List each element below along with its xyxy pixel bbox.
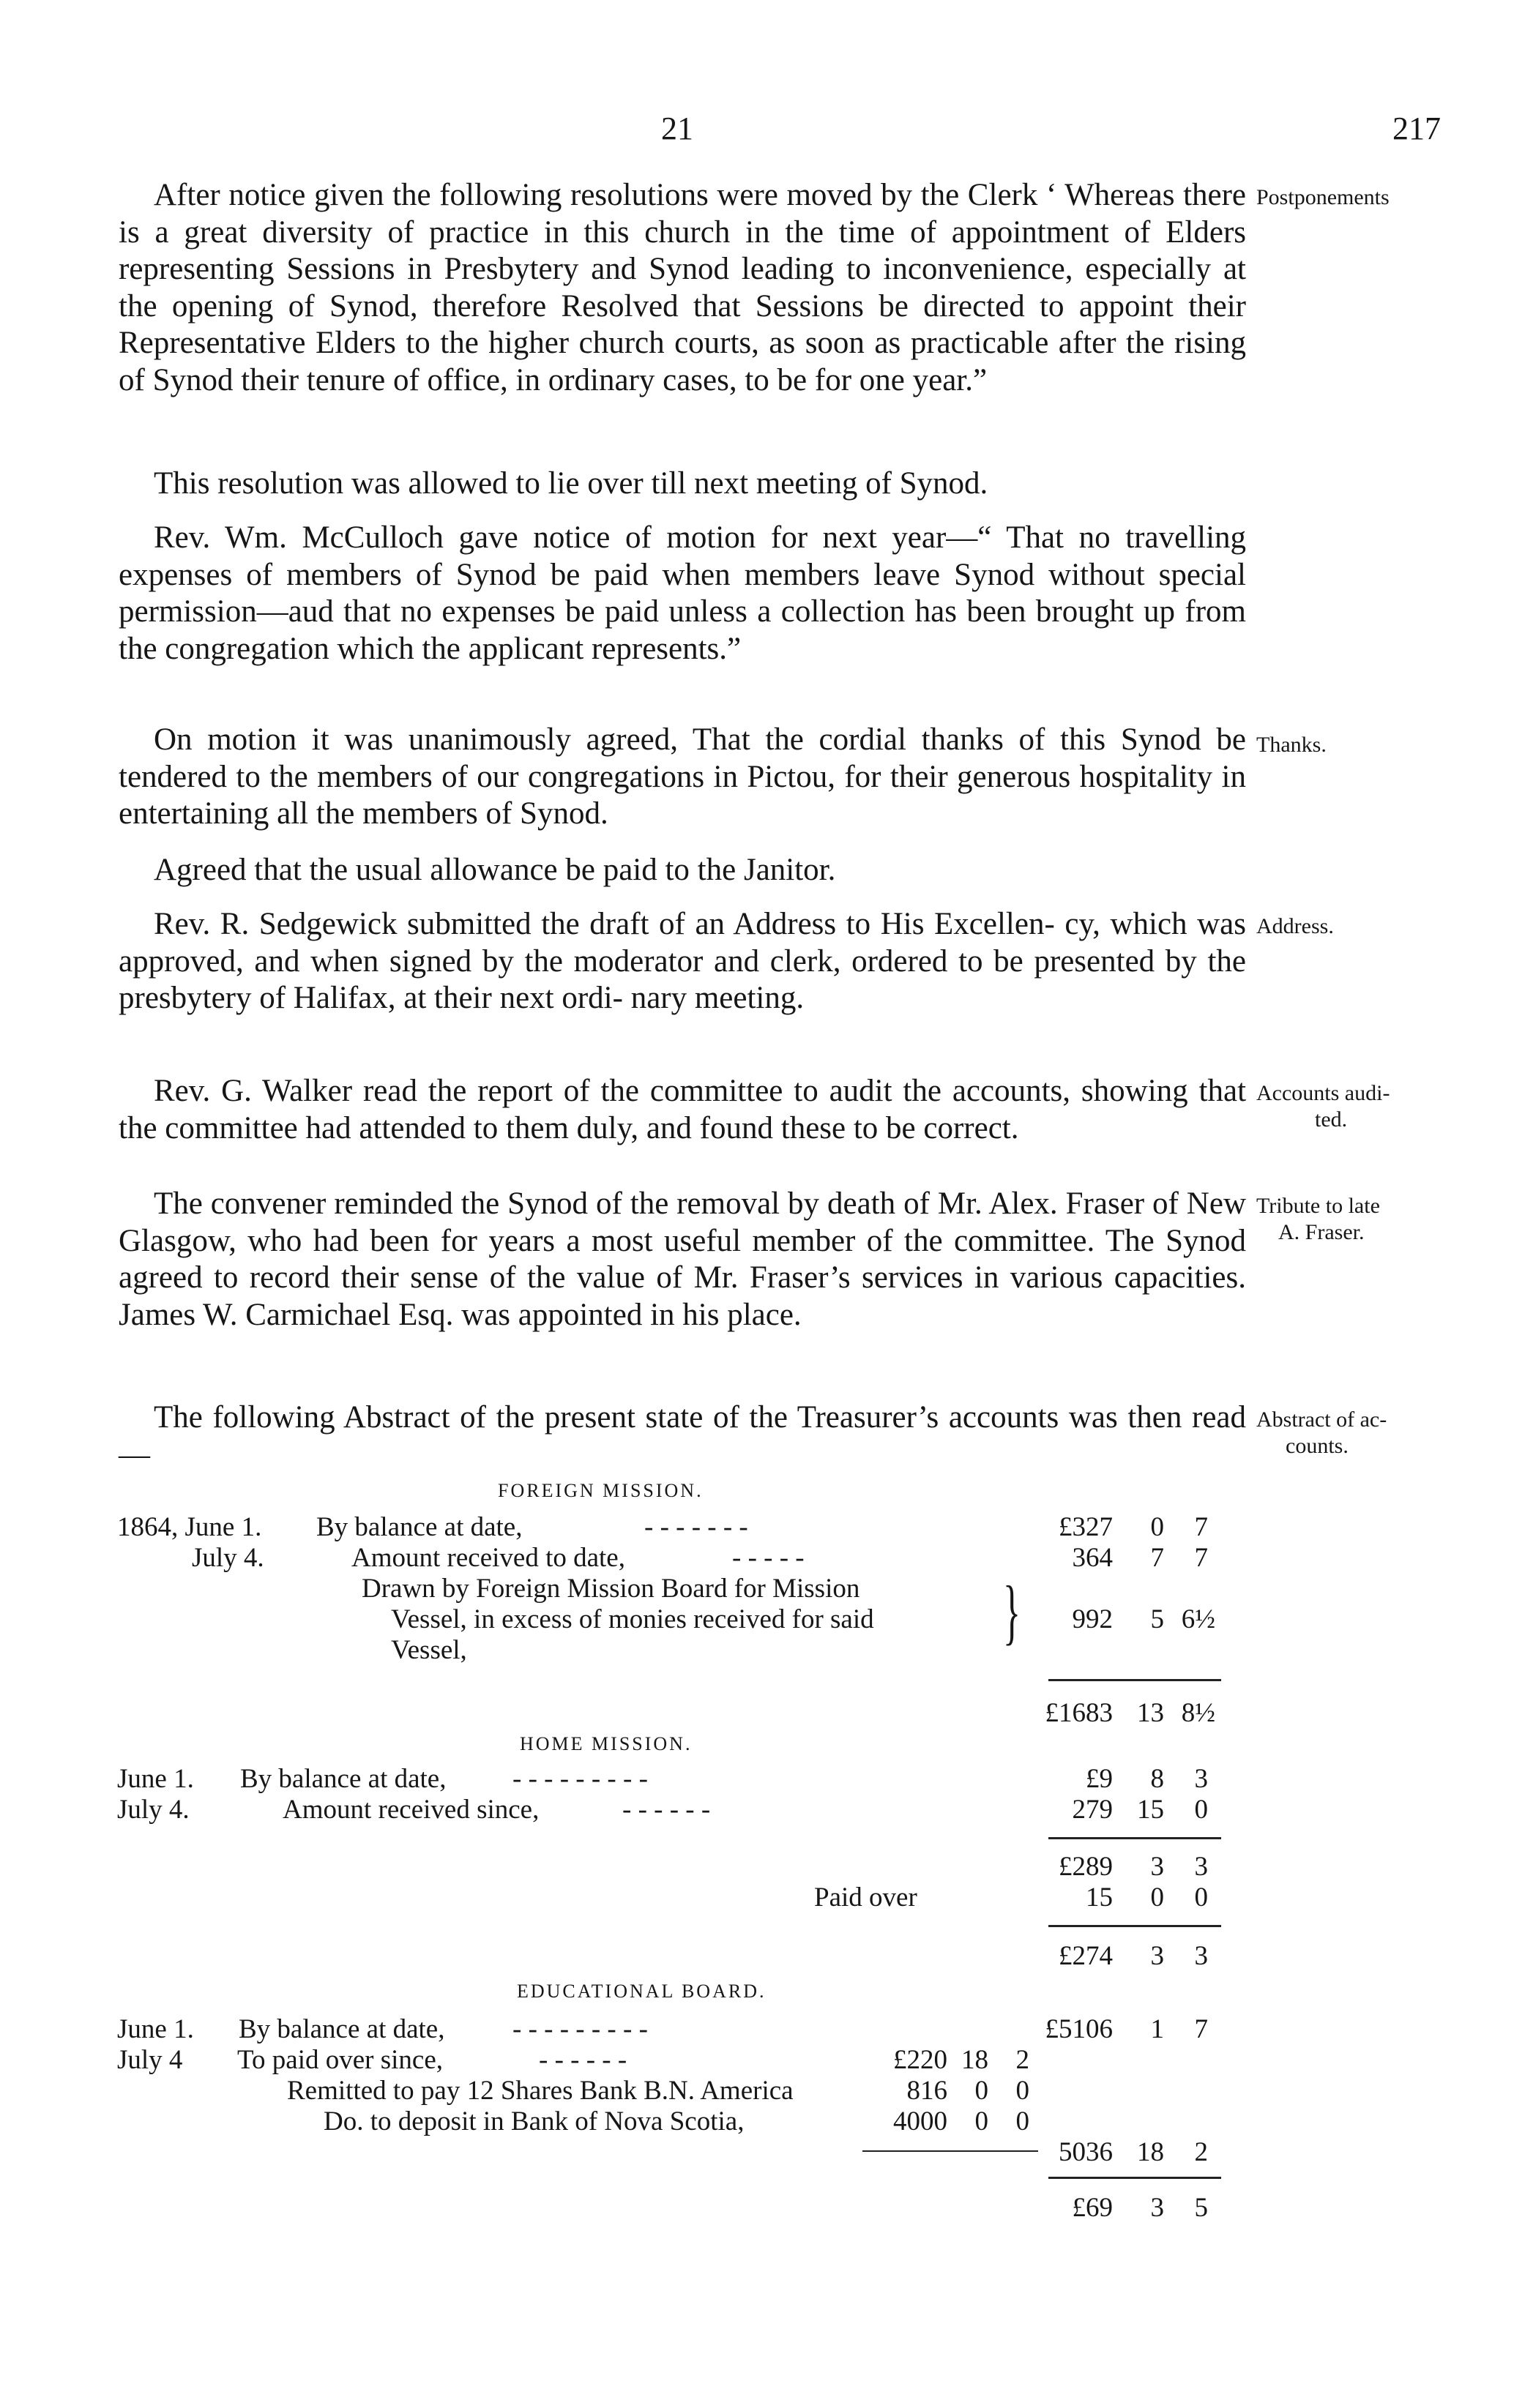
total-pence: 8½ (1181, 1698, 1215, 1728)
text-line: The convener reminded the Synod of the removal by death of Mr. Alex. (154, 1186, 1058, 1221)
text-line: Fraser of New Glasgow, who had been for years a most useful member (119, 1186, 1247, 1258)
amount-shillings: 7 (1150, 1543, 1164, 1573)
amount-pence: 7 (1194, 1543, 1208, 1573)
total-pence: 3 (1194, 1941, 1208, 1971)
paragraph-lie-over (119, 465, 1246, 503)
subtotal-pence: 3 (1194, 1852, 1208, 1882)
text-line: to the higher church courts, as soon as practicable after the rising of Synod (119, 326, 1246, 397)
text-line: ‘ Whereas there is a great diversity of practice in this church in the time (119, 178, 1247, 250)
leader-dashes: - - - - - (732, 1543, 805, 1573)
text-line: Agreed that the usual allowance be paid to the Janitor. (154, 853, 836, 887)
paragraph-address (119, 906, 1246, 1017)
education-row-date: July 4 (117, 2045, 183, 2075)
text-line: On motion it was unanimously agreed, That the cordial thanks of this (154, 722, 1106, 757)
text-line: travelling expenses of members of Synod be paid when members leave (119, 520, 1247, 592)
amount-pence: 0 (1194, 1882, 1208, 1912)
text-line: ordered to be presented by the presbytery of Halifax, at their next ordi- (119, 943, 1246, 1015)
total-shillings: 3 (1150, 1941, 1164, 1971)
amount-pounds: 364 (1072, 1543, 1113, 1573)
text-line: Rev. Wm. McCulloch gave notice of motion for next year—“ That no (154, 520, 1111, 555)
amount-pence: 0 (1194, 1795, 1208, 1825)
amount-shillings: 18 (961, 2045, 988, 2075)
total-pence: 5 (1194, 2193, 1208, 2223)
amount-pounds: £9 (1086, 1764, 1113, 1794)
educational-board-heading: EDUCATIONAL BOARD. (517, 1981, 767, 2002)
amount-pence: 6½ (1181, 1604, 1215, 1634)
paragraph-mcculloch (119, 520, 1246, 668)
leader-dashes: - - - - - - - (644, 1512, 748, 1542)
amount-pounds: 816 (906, 2076, 947, 2106)
text-line: of the committee. The Synod agreed to record their sense of the value (119, 1223, 1247, 1295)
amount-shillings: 5 (1150, 1604, 1164, 1634)
home-mission-heading: HOME MISSION. (520, 1733, 693, 1754)
text-line: was then read— (119, 1400, 1246, 1472)
text-line: Resolved that Sessions be directed to appoint their Representative Elders (119, 288, 1246, 360)
amount-pence: 3 (1194, 1764, 1208, 1794)
text-line: This resolution was allowed to lie over till next meeting of Synod. (154, 466, 988, 501)
amount-shillings: 0 (1150, 1512, 1164, 1542)
brace-icon: } (1003, 1571, 1021, 1652)
total-pounds: £1683 (1045, 1698, 1113, 1728)
text-line: The following Abstract of the present state of the Treasurer’s accounts (154, 1400, 1059, 1435)
paragraph-janitor (119, 852, 1246, 889)
text-line: cy, which was approved, and when signed by the moderator and clerk, (119, 907, 1246, 979)
home-row-date: July 4. (117, 1795, 190, 1825)
subtotal-pence: 2 (1194, 2137, 1208, 2167)
margin-note-fraser (1256, 1193, 1498, 1246)
margin-note-postponements: Postponements (1256, 185, 1390, 209)
page-number-right: 217 (1392, 111, 1441, 146)
text-line: After notice given the following resolutions were moved by the Clerk (154, 178, 1038, 212)
text-line: nary meeting. (630, 981, 805, 1015)
margin-note-line: Tribute to late (1256, 1194, 1380, 1218)
text-line: of appointment of Elders representing Sessions in Presbytery and Synod (119, 214, 1247, 286)
amount-shillings: 8 (1150, 1764, 1164, 1794)
margin-note-line: A. Fraser. (1278, 1220, 1365, 1244)
amount-shillings: 0 (974, 2076, 988, 2106)
amount-pence: 7 (1194, 1512, 1208, 1542)
amount-pounds: 4000 (893, 2106, 947, 2136)
foreign-row-date: July 4. (192, 1543, 264, 1573)
amount-pounds: 992 (1072, 1604, 1113, 1634)
drawn-line: Vessel, in excess of monies received for said (391, 1604, 874, 1634)
paragraph-fraser (119, 1186, 1246, 1334)
text-line: of Mr. Fraser’s services in various capacities. James W. Carmichael Esq. (119, 1260, 1246, 1332)
education-row-date: June 1. (117, 2014, 194, 2044)
total-pounds: £274 (1059, 1941, 1113, 1971)
text-line: collection has been brought up from the congregation which the applicant (119, 594, 1247, 666)
education-row-desc: Remitted to pay 12 Shares Bank B.N. America (287, 2076, 794, 2106)
paragraph-postponements (119, 177, 1246, 399)
leader-dashes: - - - - - - - - - (512, 2014, 648, 2044)
amount-pence: 0 (1015, 2106, 1029, 2136)
margin-note-line: ted. (1315, 1107, 1348, 1132)
amount-pence: 0 (1015, 2076, 1029, 2106)
amount-pounds: £220 (893, 2045, 947, 2075)
amount-pence: 2 (1015, 2045, 1029, 2075)
margin-note-line: counts. (1286, 1434, 1349, 1458)
amount-shillings: 15 (1137, 1795, 1164, 1825)
sum-rule (1048, 1837, 1221, 1839)
education-row-desc: To paid over since, (237, 2045, 443, 2075)
total-shillings: 3 (1150, 2193, 1164, 2223)
sum-rule (862, 2150, 1038, 2152)
page-number-left: 21 (661, 111, 693, 146)
leader-dashes: - - - - - - (539, 2045, 627, 2075)
text-line: represents.” (591, 631, 742, 666)
subtotal-pounds: £289 (1059, 1852, 1113, 1882)
sum-rule (1048, 1679, 1221, 1681)
text-line: their generous hospitality in entertaining all the members of Synod. (119, 759, 1246, 831)
text-line: Rev. R. Sedgewick submitted the draft of an Address to His Excellen- (154, 907, 1055, 941)
foreign-mission-heading: FOREIGN MISSION. (498, 1480, 704, 1501)
drawn-line: Drawn by Foreign Mission Board for Mission (362, 1574, 860, 1604)
amount-pounds: £327 (1059, 1512, 1113, 1542)
margin-note-abstract (1256, 1407, 1498, 1459)
text-line: was appointed in his place. (461, 1297, 802, 1332)
amount-shillings: 0 (1150, 1882, 1164, 1912)
leader-dashes: - - - - - - - - - (512, 1764, 648, 1794)
sum-rule (1048, 2177, 1221, 2179)
education-row-desc: By balance at date, (239, 2014, 445, 2044)
amount-pounds: 15 (1086, 1882, 1113, 1912)
amount-pence: 7 (1194, 2014, 1208, 2044)
paragraph-abstract (119, 1399, 1246, 1473)
paragraph-audit (119, 1073, 1246, 1147)
amount-shillings: 0 (974, 2106, 988, 2136)
text-line: their tenure of office, in ordinary cases, to be for one year.” (241, 362, 988, 397)
foreign-row-desc: By balance at date, (316, 1512, 523, 1542)
text-line: to be correct. (853, 1110, 1019, 1145)
total-shillings: 13 (1137, 1698, 1164, 1728)
text-line: showing that the committee had attended to them duly, and found these (119, 1074, 1247, 1145)
subtotal-shillings: 3 (1150, 1852, 1164, 1882)
margin-note-line: Accounts audi- (1256, 1081, 1390, 1105)
foreign-row-desc: Amount received to date, (351, 1543, 625, 1573)
margin-note-audit (1256, 1080, 1498, 1133)
margin-note-address: Address. (1256, 914, 1334, 938)
text-line: Rev. G. Walker read the report of the committee to audit the accounts, (154, 1074, 1071, 1108)
text-line: Synod without special permission—aud that no expenses be paid unless a (119, 557, 1246, 629)
subtotal-shillings: 18 (1137, 2137, 1164, 2167)
amount-pounds: £5106 (1045, 2014, 1113, 2044)
margin-note-line: Abstract of ac- (1256, 1407, 1387, 1432)
paragraph-thanks (119, 722, 1246, 833)
paid-over-label: Paid over (814, 1882, 917, 1912)
home-row-desc: By balance at date, (240, 1764, 447, 1794)
subtotal-pounds: 5036 (1059, 2137, 1113, 2167)
home-row-date: June 1. (117, 1764, 194, 1794)
amount-shillings: 1 (1150, 2014, 1164, 2044)
text-line: Synod be tendered to the members of our congregations in Pictou, for (119, 722, 1247, 794)
amount-pounds: 279 (1072, 1795, 1113, 1825)
sum-rule (1048, 1925, 1221, 1927)
drawn-line: Vessel, (391, 1635, 467, 1665)
education-row-desc: Do. to deposit in Bank of Nova Scotia, (324, 2106, 745, 2136)
foreign-row-date: 1864, June 1. (117, 1512, 262, 1542)
text-line: leading to inconvenience, especially at the opening of Synod, therefore (119, 252, 1247, 324)
margin-note-thanks: Thanks. (1256, 733, 1327, 757)
leader-dashes: - - - - - - (622, 1795, 711, 1825)
home-row-desc: Amount received since, (283, 1795, 540, 1825)
total-pounds: £69 (1072, 2193, 1113, 2223)
